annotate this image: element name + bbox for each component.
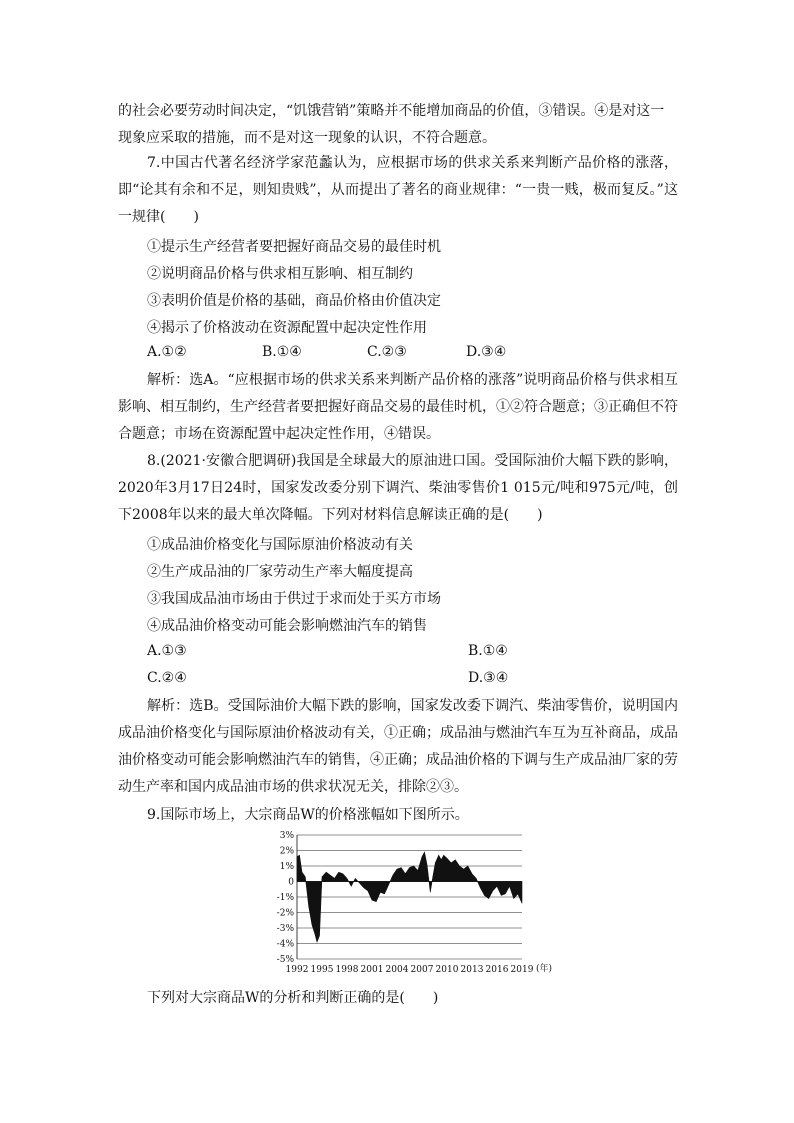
x-tick-label: 1995 bbox=[310, 965, 334, 975]
q7-option-c: C.②③ bbox=[367, 344, 407, 360]
y-tick-label: -5% bbox=[276, 955, 294, 965]
q8-option-d: D.③④ bbox=[468, 670, 509, 686]
q7-item-4: ④揭示了价格波动在资源配置中起决定性作用 bbox=[147, 320, 427, 336]
y-tick-label: -3% bbox=[276, 924, 294, 934]
price-change-chart bbox=[270, 822, 570, 980]
x-axis-ticks bbox=[286, 965, 534, 975]
q7-item-3: ③表明价值是价格的基础，商品价格由价值决定 bbox=[147, 293, 441, 309]
q9-stem: 9.国际市场上，大宗商品W的价格涨幅如下图所示。 bbox=[147, 807, 469, 823]
q8-stem: 8.(2021·安徽合肥调研)我国是全球最大的原油进口国。受国际油价大幅下跌的影响，2020年3月17日24时，国家发改委分别下调汽、柴油零售价1 015元/吨和975元/吨，创下2008年以来的最大单次降幅。下列对材料信息解读正确的是( ) bbox=[118, 453, 678, 523]
q8-option-c: C.②④ bbox=[147, 670, 187, 686]
q9-follow: 下列对大宗商品W的分析和判断正确的是( ) bbox=[147, 990, 439, 1006]
y-tick-label: 2% bbox=[279, 846, 294, 857]
x-tick-label: 1998 bbox=[335, 965, 359, 975]
y-tick-label: 0 bbox=[288, 877, 294, 888]
y-tick-label: -2% bbox=[276, 908, 294, 919]
x-tick-label: 2019 bbox=[510, 965, 534, 975]
q7-item-1: ①提示生产经营者要把握好商品交易的最佳时机 bbox=[147, 239, 441, 255]
x-tick-label: 2004 bbox=[385, 965, 409, 975]
q7-analysis: 解析：选A。“应根据市场的供求关系来判断产品价格的涨落”说明商品价格与供求相互影响、相互制约，生产经营者要把握好商品交易的最佳时机，①②符合题意；③正确但不符合题意；市场在资源配置中起决定性作用，④错误。 bbox=[118, 372, 678, 442]
x-axis-unit: (年) bbox=[536, 964, 553, 974]
q7-option-d: D.③④ bbox=[466, 344, 507, 360]
q8-item-4: ④成品油价格变动可能会影响燃油汽车的销售 bbox=[147, 618, 427, 634]
q7-option-b: B.①④ bbox=[262, 344, 302, 360]
q8-item-2: ②生产成品油的厂家劳动生产率大幅度提高 bbox=[147, 564, 413, 580]
x-tick-label: 1992 bbox=[285, 965, 309, 975]
q8-option-a: A.①③ bbox=[147, 643, 187, 659]
intro-line-2: 现象应采取的措施，而不是对这一现象的认识，不符合题意。 bbox=[118, 130, 496, 146]
q8-item-3: ③我国成品油市场由于供过于求而处于买方市场 bbox=[147, 591, 441, 607]
y-tick-label: 1% bbox=[279, 862, 294, 872]
q8-option-b: B.①④ bbox=[468, 643, 508, 659]
q7-item-2: ②说明商品价格与供求相互影响、相互制约 bbox=[147, 266, 413, 282]
q8-item-1: ①成品油价格变化与国际原油价格波动有关 bbox=[147, 537, 413, 553]
y-axis-ticks bbox=[277, 831, 295, 965]
x-tick-label: 2007 bbox=[410, 965, 434, 975]
y-tick-label: -1% bbox=[276, 893, 294, 903]
x-tick-label: 2010 bbox=[435, 965, 459, 975]
x-tick-label: 2001 bbox=[360, 965, 384, 975]
q7-option-a: A.①② bbox=[147, 344, 187, 360]
y-tick-label: -4% bbox=[276, 939, 294, 950]
q8-analysis: 解析：选B。受国际油价大幅下跌的影响，国家发改委下调汽、柴油零售价，说明国内成品油价格变化与国际原油价格波动有关，①正确；成品油与燃油汽车互为互补商品，成品油价格变动可能会影响燃油汽车的销售，④正确；成品油价格的下调与生产成品油厂家的劳动生产率和国内成品油市场的供求状况无关，排除②③。 bbox=[118, 698, 678, 795]
x-tick-label: 2016 bbox=[485, 965, 509, 975]
q7-stem: 7.中国古代著名经济学家范蠡认为，应根据市场的供求关系来判断产品价格的涨落，即“论其有余和不足，则知贵贱”，从而提出了著名的商业规律：“一贵一贱，极而复反。”这一规律( ) bbox=[118, 155, 678, 225]
intro-line-1: 的社会必要劳动时间决定，“饥饿营销”策略并不能增加商品的价值，③错误。④是对这一 bbox=[118, 103, 665, 119]
y-tick-label: 3% bbox=[279, 831, 294, 841]
x-tick-label: 2013 bbox=[460, 965, 484, 975]
